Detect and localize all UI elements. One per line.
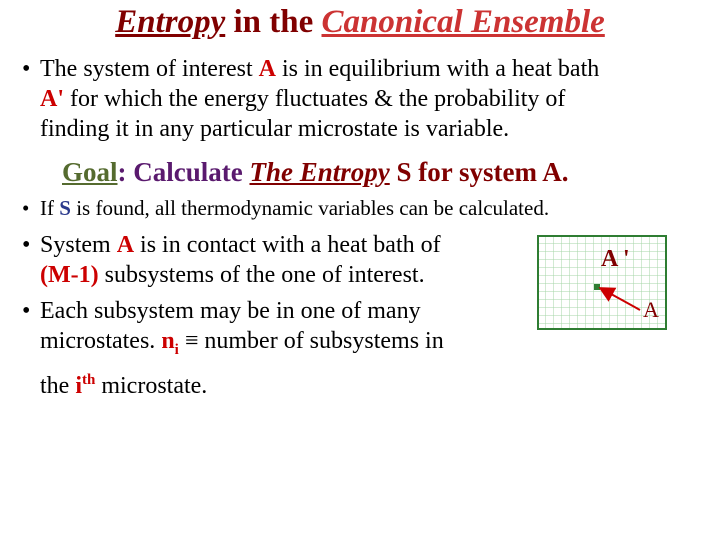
bullet-glyph: • — [22, 56, 31, 82]
text: is in contact with a heat bath of — [134, 232, 441, 258]
text: : Calculate — [117, 157, 250, 187]
text: If — [40, 196, 60, 220]
title-middle: in the — [225, 4, 322, 40]
page-title — [0, 2, 720, 42]
superscript-th: th — [82, 371, 96, 388]
bullet-glyph: • — [22, 232, 31, 258]
bullet-if-s-found — [22, 193, 549, 223]
text: microstate. — [95, 372, 208, 399]
heat-bath-diagram — [537, 235, 667, 330]
text: for which the energy fluctuates & the probability of — [64, 86, 566, 112]
title-canonical-ensemble: Canonical Ensemble — [321, 4, 605, 40]
text: System — [40, 232, 117, 258]
bullet-microstates — [22, 296, 444, 401]
goal-label: Goal — [62, 157, 118, 187]
text: ≡ number of subsystems in — [178, 328, 444, 354]
goal-statement — [62, 156, 569, 188]
text: subsystems of the one of interest. — [98, 262, 425, 288]
bullet-glyph: • — [22, 196, 30, 220]
symbol-i: i — [75, 372, 82, 399]
bullet-system-of-interest — [22, 54, 599, 144]
symbol-A: A — [258, 56, 276, 82]
bullet-heat-bath — [22, 230, 441, 290]
symbol-n: n — [161, 328, 175, 354]
symbol-A: A — [116, 232, 135, 258]
symbol-A-prime: A' — [40, 86, 64, 112]
goal-entropy: The Entropy — [249, 157, 390, 187]
symbol-n-subscript: i — [174, 341, 179, 358]
system-label: A — [643, 297, 659, 322]
symbol-M-1: (M-1) — [40, 262, 99, 288]
title-entropy: Entropy — [115, 4, 226, 40]
text: Each subsystem may be in one of many — [40, 298, 421, 324]
text: finding it in any particular microstate is variable. — [40, 116, 510, 142]
text: the — [40, 372, 76, 399]
bullet-glyph: • — [22, 298, 31, 324]
bath-label: A ' — [601, 246, 630, 272]
text: S for system A. — [389, 157, 569, 187]
text: The system of interest — [40, 56, 259, 82]
symbol-S: S — [59, 196, 71, 220]
text: microstates. — [40, 328, 162, 354]
text: is in equilibrium with a heat bath — [275, 56, 600, 82]
text: is found, all thermodynamic variables can be calculated. — [70, 196, 550, 220]
system-subsystem-square — [594, 284, 600, 290]
